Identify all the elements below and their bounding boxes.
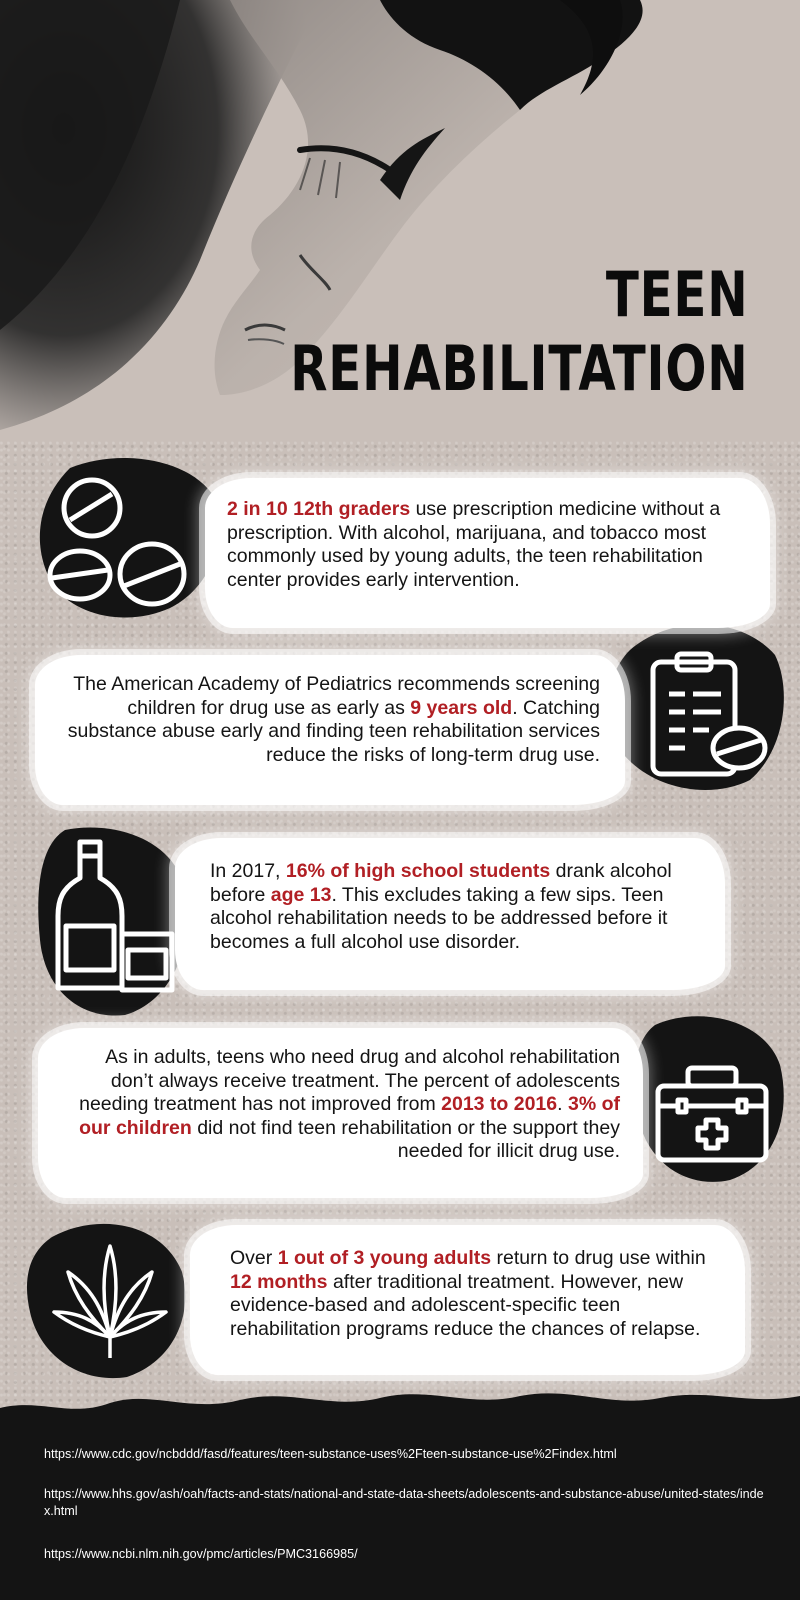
source-link-2[interactable]: https://www.hhs.gov/ash/oah/facts-and-stats/national-and-state-data-sheets/adolescents-and-substance-abuse/united-states/index.html [44, 1487, 764, 1518]
title-line-1: TEEN [605, 258, 748, 331]
fact-text-run: Over [230, 1247, 278, 1269]
fact-text-run: . This excludes taking a few sips. Teen alcohol rehabilitation needs to be addressed before it becomes a full alcohol use disorder. [210, 883, 668, 953]
fact-text-run: In 2017, [210, 860, 286, 882]
highlight-stat: 2013 to 2016 [441, 1093, 558, 1115]
highlight-stat: 3% of our children [79, 1093, 620, 1139]
fact-text-run: after traditional treatment. However, new evidence-based and adolescent-specific teen rehabilitation programs reduce the chances of relapse. [230, 1270, 701, 1340]
fact-text-run: . [557, 1093, 568, 1115]
fact-card-2 [35, 655, 625, 805]
fact-text-run: The American Academy of Pediatrics recommends screening children for drug use as early as [73, 673, 600, 719]
highlight-stat: 2 in 10 12th graders [227, 498, 411, 520]
fact-text-run: As in adults, teens who need drug and alcohol rehabilitation don’t always receive treatment. The percent of adolescents needing treatment has not improved from [79, 1046, 620, 1115]
fact-card-1 [205, 478, 770, 628]
fact-card-5 [190, 1225, 745, 1375]
page-title [290, 258, 748, 406]
fact-text-3 [210, 860, 710, 954]
bottle-glass-icon [50, 838, 180, 998]
fact-text-1 [227, 498, 747, 592]
fact-card-3 [175, 838, 725, 990]
fact-text-run: did not find teen rehabilitation or the support they needed for illicit drug use. [191, 1116, 620, 1162]
title-line-2: REHABILITATION [289, 332, 748, 405]
source-link-3[interactable]: https://www.ncbi.nlm.nih.gov/pmc/articles/PMC3166985/ [44, 1547, 358, 1561]
fact-text-run: use prescription medicine without a prescription. With alcohol, marijuana, and tobacco most commonly used by young adults, the teen rehabilitation center provides early intervention. [227, 498, 721, 591]
sources-footer [0, 1420, 800, 1600]
highlight-stat: 12 months [230, 1270, 328, 1293]
fact-text-4 [58, 1046, 620, 1164]
highlight-stat: 9 years old [410, 696, 513, 719]
pills-icon [40, 470, 200, 620]
fact-text-run: drank alcohol before [210, 860, 672, 906]
fact-text-5 [230, 1247, 730, 1341]
first-aid-kit-icon [652, 1060, 772, 1170]
clipboard-icon [625, 650, 775, 790]
fact-text-run: return to drug use within [491, 1247, 706, 1269]
fact-text-2 [55, 673, 600, 767]
highlight-stat: 16% of high school students [285, 860, 551, 882]
highlight-stat: 1 out of 3 young adults [277, 1247, 492, 1269]
fact-text-run: . Catching substance abuse early and finding teen rehabilitation services reduce the risks of long-term drug use. [67, 696, 600, 766]
fact-card-4 [38, 1028, 643, 1198]
source-link-1[interactable]: https://www.cdc.gov/ncbddd/fasd/features/teen-substance-uses%2Fteen-substance-use%2Findex.html [44, 1447, 617, 1461]
cannabis-leaf-icon [50, 1242, 170, 1362]
highlight-stat: age 13 [270, 883, 332, 906]
